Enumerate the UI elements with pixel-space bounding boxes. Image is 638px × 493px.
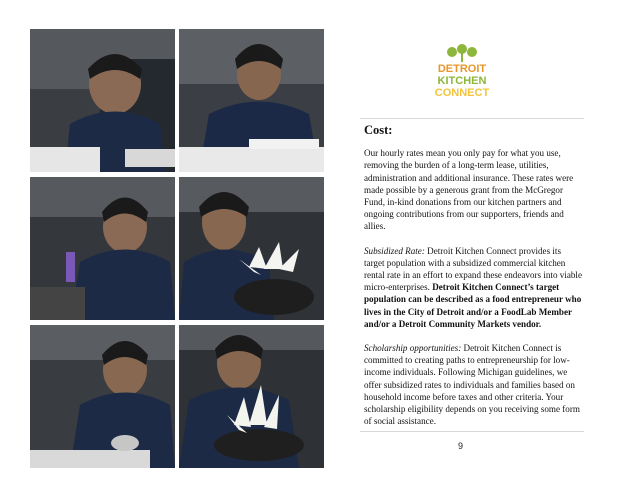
divider-top bbox=[360, 118, 584, 119]
subsidized-text: Detroit Kitchen Connect provides its target population with a subsidized commercial kitchen rental rate in an effort to expand these endeavors into viable micro-enterprises. bbox=[364, 245, 582, 293]
cost-paragraph: Our hourly rates mean you only pay for what you use, removing the burden of a long-term lease, utilities, administration and additional insurance. These rates were made possible by a generous grant from the McGregor Fund, in-kind donations from our kitchen partners and ongoing contributions from our supporters, friends and allies. bbox=[364, 148, 574, 232]
page-number: 9 bbox=[458, 441, 464, 451]
cost-section bbox=[364, 124, 582, 439]
photo-chef-smoothing-fondant bbox=[30, 325, 175, 468]
photo-chef-pouring-purple-color bbox=[30, 177, 175, 320]
section-heading: Cost: bbox=[364, 123, 393, 137]
subsidized-label: Subsidized Rate: bbox=[364, 245, 425, 256]
logo-line-1: DETROIT bbox=[437, 63, 487, 75]
scholarship-label: Scholarship opportunities: bbox=[364, 343, 462, 354]
logo-line-3: CONNECT bbox=[434, 87, 490, 99]
photo-chef-with-white-flowers bbox=[179, 177, 324, 320]
scholarship-text: Detroit Kitchen Connect is committed to creating paths to entrepreneurship for low-income individuals. Following Michigan guidelines, we offer subsidized rates to individuals and families based on household income before taxes and other criteria. Your scholarship eligibility depends on you receiving some form of social assistance. bbox=[364, 343, 580, 427]
photo-chef-arranging-cake-flowers bbox=[179, 325, 324, 468]
divider-bottom bbox=[360, 431, 584, 432]
detroit-kitchen-connect-logo bbox=[434, 44, 490, 104]
photo-chef-rolling-fondant bbox=[30, 29, 175, 172]
photo-chef-spreading-fondant bbox=[179, 29, 324, 172]
photo-grid bbox=[30, 29, 324, 468]
logo-line-2: KITCHEN bbox=[437, 75, 487, 87]
subsidized-bold-text: Detroit Kitchen Connect’s target population can be described as a food entrepreneur who lives in the City of Detroit and/or a FoodLab Member and/or a Detroit Community Markets vendor. bbox=[364, 282, 582, 329]
scholarship-paragraph bbox=[364, 342, 582, 427]
subsidized-paragraph bbox=[364, 245, 582, 330]
